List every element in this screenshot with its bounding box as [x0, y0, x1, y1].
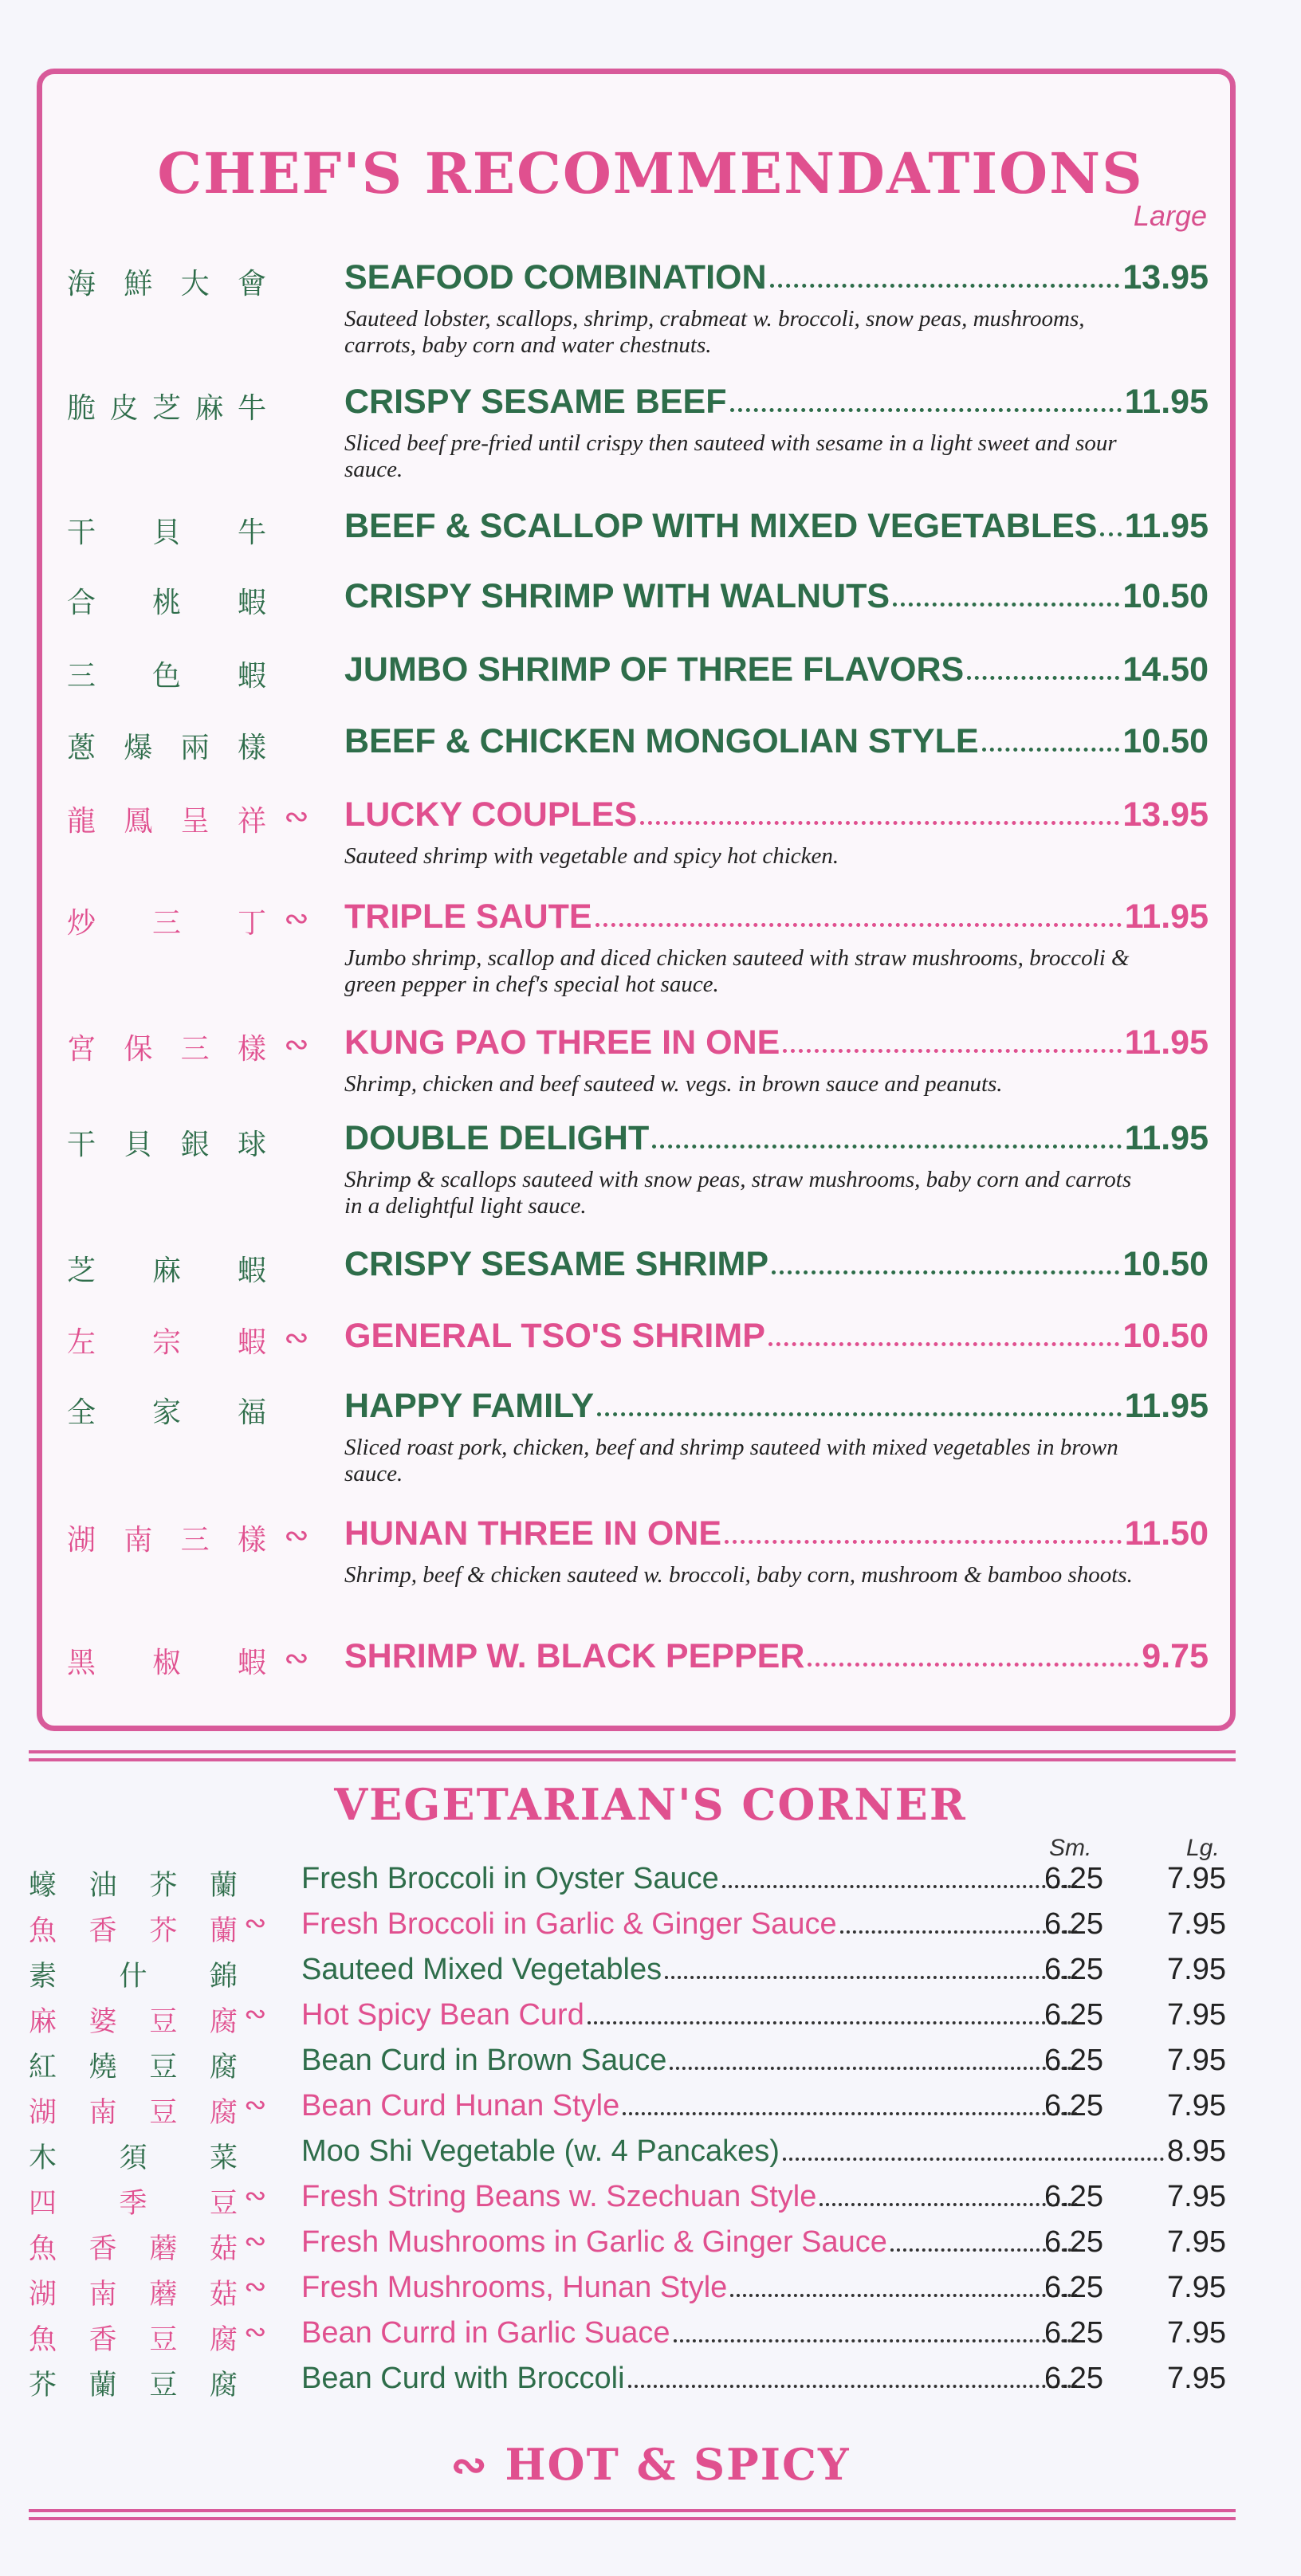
- chinese-char: 麻: [29, 2006, 57, 2038]
- chinese-name: [67, 1320, 266, 1361]
- vegetarian-item: [0, 2089, 1301, 2134]
- chinese-char: 脆: [67, 392, 96, 425]
- chinese-char: 皮: [109, 392, 139, 425]
- chinese-char: 須: [119, 2142, 147, 2174]
- chinese-name: [67, 725, 266, 766]
- chinese-char: 木: [29, 2142, 57, 2174]
- chinese-name: [67, 1248, 266, 1289]
- chinese-char: 腐: [209, 2097, 238, 2129]
- chinese-char: 蘭: [209, 1870, 238, 1902]
- dot-leader: [982, 748, 1120, 752]
- large-price: 7.95: [1167, 2362, 1226, 2395]
- dish-line: [301, 2089, 1081, 2123]
- chinese-char: 鮮: [124, 268, 153, 300]
- chinese-name: [29, 2136, 238, 2176]
- chinese-char: 炒: [67, 907, 96, 940]
- dish-price: 11.50: [1124, 1514, 1209, 1553]
- chinese-char: 三: [67, 660, 96, 693]
- dish-price: 11.95: [1124, 383, 1209, 421]
- dish-line: [301, 2271, 1081, 2305]
- large-price: 7.95: [1167, 2316, 1226, 2350]
- dish-name: SHRIMP W. BLACK PEPPER: [344, 1637, 805, 1675]
- chinese-char: 牛: [237, 392, 266, 425]
- dish-name: Fresh Mushrooms, Hunan Style: [301, 2271, 728, 2304]
- dish-name: HAPPY FAMILY: [344, 1387, 595, 1425]
- dish-name: GENERAL TSO'S SHRIMP: [344, 1317, 765, 1355]
- chinese-char: 蝦: [237, 660, 266, 693]
- chinese-char: 色: [151, 660, 181, 693]
- chinese-char: 樣: [237, 1524, 266, 1557]
- dish-price: 10.50: [1122, 577, 1209, 615]
- dish-price: 11.95: [1124, 1023, 1209, 1062]
- dish-line: [301, 2316, 1081, 2350]
- chinese-char: 腐: [209, 2324, 238, 2356]
- dot-leader: [772, 1270, 1119, 1274]
- chinese-char: 豆: [149, 2370, 178, 2401]
- dish-line: [301, 2180, 1081, 2214]
- dish-name: TRIPLE SAUTE: [344, 897, 592, 936]
- large-price: 7.95: [1167, 1998, 1226, 2032]
- dish-line: [344, 577, 1209, 616]
- chinese-char: 樣: [237, 732, 266, 764]
- chinese-char: 貝: [124, 1129, 153, 1161]
- dish-description: Jumbo shrimp, scallop and diced chicken sauteed with straw mushrooms, broccoli & green pepper in chef's special hot sauce.: [344, 945, 1130, 997]
- spicy-icon: ∾: [244, 2317, 267, 2347]
- chinese-name: [67, 901, 266, 941]
- dish-name: Hot Spicy Bean Curd: [301, 1998, 584, 2032]
- chinese-char: 湖: [29, 2279, 57, 2311]
- dot-leader: [597, 1412, 1122, 1416]
- chinese-name: [29, 2045, 238, 2085]
- vegetarian-item: [0, 1953, 1301, 1997]
- chinese-name: [29, 1909, 238, 1949]
- dot-leader: [665, 1976, 1078, 1979]
- dot-leader: [1100, 532, 1121, 536]
- spicy-icon: ∾: [244, 1908, 267, 1938]
- chinese-char: 燒: [88, 2052, 117, 2083]
- chinese-char: 宮: [67, 1033, 96, 1066]
- chinese-char: 蘑: [149, 2279, 178, 2311]
- dish-line: [344, 1119, 1209, 1158]
- dot-leader: [967, 676, 1119, 680]
- dish-price: 10.50: [1122, 1245, 1209, 1283]
- dish-name: Fresh Mushrooms in Garlic & Ginger Sauce: [301, 2225, 887, 2259]
- chinese-char: 菇: [209, 2279, 238, 2311]
- dish-line: [344, 795, 1209, 834]
- chinese-char: 保: [124, 1033, 153, 1066]
- dish-name: Bean Curd with Broccoli: [301, 2362, 625, 2395]
- large-price: 7.95: [1167, 2089, 1226, 2122]
- small-price: 6.25: [1044, 2180, 1103, 2213]
- large-price: 7.95: [1167, 1907, 1226, 1941]
- dish-line: [344, 650, 1209, 689]
- chinese-char: 祥: [237, 805, 266, 838]
- chinese-char: 蘭: [209, 1915, 238, 1947]
- chinese-char: 三: [180, 1033, 210, 1066]
- spicy-icon: ∾: [284, 1640, 309, 1675]
- vegetarian-item: [0, 2316, 1301, 2361]
- spicy-icon: ∾: [284, 1320, 309, 1355]
- dish-line: [344, 897, 1209, 937]
- dish-line: [301, 2362, 1081, 2396]
- chinese-char: 兩: [180, 732, 210, 764]
- chinese-char: 芝: [151, 392, 181, 425]
- dish-name: KUNG PAO THREE IN ONE: [344, 1023, 780, 1062]
- chinese-name: [67, 580, 266, 621]
- dot-leader: [652, 1145, 1122, 1149]
- chinese-name: [29, 2227, 238, 2267]
- vegetarian-item: [0, 2271, 1301, 2315]
- chinese-char: 菇: [209, 2233, 238, 2265]
- chinese-char: 腐: [209, 2370, 238, 2401]
- dish-line: [344, 1245, 1209, 1284]
- dish-description: Sauteed shrimp with vegetable and spicy hot chicken.: [344, 843, 839, 869]
- chinese-char: 四: [29, 2188, 57, 2220]
- dish-name: HUNAN THREE IN ONE: [344, 1514, 722, 1553]
- dot-leader: [783, 1049, 1121, 1053]
- vegetarian-item: [0, 2180, 1301, 2225]
- dish-name: Sauteed Mixed Vegetables: [301, 1953, 662, 1986]
- spicy-icon: ∾: [244, 1999, 267, 2029]
- dish-line: [344, 258, 1209, 297]
- dish-description: Shrimp & scallops sauteed with snow peas, straw mushrooms, baby corn and carrots in a delightful light sauce.: [344, 1167, 1132, 1219]
- vegetarian-item: [0, 2362, 1301, 2406]
- vegetarian-corner-title: VEGETARIAN'S CORNER: [334, 1779, 967, 1830]
- chinese-char: 丁: [237, 907, 266, 940]
- chinese-char: 魚: [29, 2324, 57, 2356]
- dish-price: 13.95: [1122, 795, 1209, 834]
- small-price: 6.25: [1044, 1998, 1103, 2032]
- chinese-char: 干: [67, 1129, 96, 1161]
- chinese-char: 油: [88, 1870, 117, 1902]
- chinese-char: 鳳: [124, 805, 153, 838]
- dish-price: 11.95: [1124, 1387, 1209, 1425]
- chinese-name: [29, 2181, 238, 2221]
- chinese-char: 豆: [149, 2052, 178, 2083]
- chinese-char: 魚: [29, 1915, 57, 1947]
- chinese-name: [67, 1122, 266, 1163]
- dish-line: [301, 1953, 1081, 1987]
- chinese-char: 蠔: [29, 1870, 57, 1902]
- dot-leader: [725, 1540, 1122, 1544]
- vegetarian-item: [0, 2134, 1301, 2179]
- large-price: 7.95: [1167, 2044, 1226, 2077]
- chinese-char: 黑: [67, 1647, 96, 1679]
- dot-leader: [670, 2067, 1078, 2070]
- dot-leader: [730, 2294, 1078, 2297]
- chinese-char: 爆: [124, 732, 153, 764]
- dot-leader: [730, 408, 1122, 412]
- chinese-char: 香: [88, 2324, 117, 2356]
- dot-leader: [893, 603, 1119, 607]
- dish-line: [344, 722, 1209, 761]
- chinese-char: 南: [124, 1524, 153, 1557]
- small-price: 6.25: [1044, 1907, 1103, 1941]
- vegetarian-item: [0, 1907, 1301, 1952]
- dot-leader: [770, 284, 1120, 288]
- chinese-char: 豆: [149, 2097, 178, 2129]
- dish-line: [344, 383, 1209, 422]
- chinese-char: 蝦: [237, 587, 266, 619]
- spicy-icon: ∾: [244, 2181, 267, 2211]
- small-price: 6.25: [1044, 2271, 1103, 2304]
- dish-price: 11.95: [1124, 897, 1209, 936]
- chinese-name: [29, 2363, 238, 2403]
- dish-line: [344, 1023, 1209, 1062]
- chef-recommendations-title: CHEF'S RECOMMENDATIONS: [157, 140, 1144, 206]
- dish-price: 10.50: [1122, 722, 1209, 760]
- dish-line: [344, 1514, 1209, 1553]
- chinese-char: 菜: [209, 2142, 238, 2174]
- dot-leader: [595, 923, 1122, 927]
- chinese-char: 椒: [151, 1647, 181, 1679]
- chinese-char: 合: [67, 587, 96, 619]
- small-price: 6.25: [1044, 1953, 1103, 1986]
- chinese-char: 芥: [149, 1915, 178, 1947]
- spicy-icon: ∾: [244, 2226, 267, 2256]
- chinese-name: [67, 654, 266, 694]
- large-price: 7.95: [1167, 2271, 1226, 2304]
- chinese-name: [67, 1640, 266, 1681]
- chinese-char: 腐: [209, 2006, 238, 2038]
- dish-price: 13.95: [1122, 258, 1209, 296]
- chinese-char: 干: [67, 516, 96, 549]
- large-price: 7.95: [1167, 1953, 1226, 1986]
- dot-leader: [722, 1885, 1078, 1888]
- chinese-name: [67, 1390, 266, 1431]
- dish-line: [344, 507, 1209, 546]
- chinese-char: 芥: [29, 2370, 57, 2401]
- spicy-icon: ∾: [284, 1027, 309, 1062]
- dish-line: [301, 2134, 1167, 2169]
- dot-leader: [674, 2339, 1078, 2342]
- chinese-char: 全: [67, 1396, 96, 1429]
- chinese-char: 麻: [195, 392, 224, 425]
- chinese-char: 呈: [180, 805, 210, 838]
- chinese-char: 宗: [151, 1326, 181, 1359]
- spicy-icon: ∾: [244, 2272, 267, 2302]
- chinese-char: 香: [88, 2233, 117, 2265]
- chinese-name: [67, 261, 266, 302]
- chinese-char: 婆: [88, 2006, 117, 2038]
- dish-name: JUMBO SHRIMP OF THREE FLAVORS: [344, 650, 965, 689]
- dish-price: 9.75: [1142, 1637, 1209, 1675]
- chinese-char: 芥: [149, 1870, 178, 1902]
- chinese-char: 蘑: [149, 2233, 178, 2265]
- chinese-name: [67, 1027, 266, 1067]
- dot-leader: [640, 821, 1119, 825]
- dish-description: Shrimp, beef & chicken sauteed w. broccoli, baby corn, mushroom & bamboo shoots.: [344, 1562, 1133, 1588]
- chinese-char: 龍: [67, 805, 96, 838]
- dish-name: Fresh Broccoli in Garlic & Ginger Sauce: [301, 1907, 837, 1941]
- hot-spicy-label: HOT & SPICY: [505, 2439, 851, 2490]
- dish-name: CRISPY SHRIMP WITH WALNUTS: [344, 577, 890, 615]
- dish-line: [301, 2225, 1081, 2260]
- dish-line: [301, 1907, 1081, 1942]
- chinese-char: 蝦: [237, 1255, 266, 1287]
- chinese-name: [67, 510, 266, 551]
- chinese-name: [29, 2000, 238, 2040]
- dish-name: Moo Shi Vegetable (w. 4 Pancakes): [301, 2134, 780, 2168]
- vegetarian-item: [0, 2044, 1301, 2088]
- large-column-header: Lg.: [1186, 1835, 1220, 1861]
- chinese-char: 蝦: [237, 1326, 266, 1359]
- chinese-char: 福: [237, 1396, 266, 1429]
- dish-name: LUCKY COUPLES: [344, 795, 638, 834]
- small-price: 6.25: [1044, 2225, 1103, 2259]
- chinese-char: 球: [237, 1129, 266, 1161]
- chinese-char: 牛: [237, 516, 266, 549]
- chinese-name: [67, 1518, 266, 1558]
- large-price: 7.95: [1167, 2180, 1226, 2213]
- chinese-char: 香: [88, 1915, 117, 1947]
- chinese-char: 大: [180, 268, 210, 300]
- dish-line: [344, 1317, 1209, 1356]
- chinese-char: 銀: [180, 1129, 210, 1161]
- dish-description: Sauteed lobster, scallops, shrimp, crabmeat w. broccoli, snow peas, mushrooms, carrots, baby corn and water chestnuts.: [344, 306, 1085, 358]
- dish-price: 10.50: [1122, 1317, 1209, 1355]
- chinese-char: 素: [29, 1961, 57, 1993]
- chinese-char: 豆: [209, 2188, 238, 2220]
- chinese-char: 左: [67, 1326, 96, 1359]
- dot-leader: [628, 2385, 1078, 2388]
- vegetarian-item: [0, 2225, 1301, 2270]
- spicy-icon: ∾: [244, 2090, 267, 2120]
- chinese-char: 季: [119, 2188, 147, 2220]
- dish-name: Bean Curd Hunan Style: [301, 2089, 620, 2122]
- chinese-char: 海: [67, 268, 96, 300]
- hot-spicy-title: [0, 2439, 1301, 2490]
- chinese-char: 桃: [151, 587, 181, 619]
- chinese-char: 豆: [149, 2324, 178, 2356]
- chinese-name: [29, 2272, 238, 2312]
- dish-name: Fresh Broccoli in Oyster Sauce: [301, 1862, 719, 1895]
- large-price: 8.95: [1167, 2134, 1226, 2168]
- small-column-header: Sm.: [1049, 1835, 1092, 1861]
- chinese-char: 三: [180, 1524, 210, 1557]
- dish-line: [301, 1998, 1081, 2032]
- dish-name: CRISPY SESAME SHRIMP: [344, 1245, 769, 1283]
- dish-line: [344, 1387, 1209, 1426]
- chinese-name: [67, 799, 266, 839]
- chinese-char: 貝: [151, 516, 181, 549]
- vegetarian-item: [0, 1862, 1301, 1906]
- chinese-char: 紅: [29, 2052, 57, 2083]
- dot-leader: [588, 2021, 1078, 2024]
- bottom-divider: [29, 2509, 1236, 2520]
- large-price: 7.95: [1167, 2225, 1226, 2259]
- dot-leader: [623, 2112, 1078, 2115]
- spicy-icon: ∾: [450, 2439, 489, 2490]
- dish-name: BEEF & CHICKEN MONGOLIAN STYLE: [344, 722, 979, 760]
- chinese-name: [29, 2318, 238, 2358]
- chinese-char: 什: [119, 1961, 147, 1993]
- chinese-name: [29, 1863, 238, 1903]
- chinese-name: [29, 2091, 238, 2130]
- chinese-name: [67, 386, 266, 426]
- dot-leader: [783, 2158, 1164, 2161]
- chinese-char: 魚: [29, 2233, 57, 2265]
- dish-line: [301, 1862, 1081, 1896]
- spicy-icon: ∾: [284, 799, 309, 834]
- dish-price: 11.95: [1124, 507, 1209, 545]
- dish-name: DOUBLE DELIGHT: [344, 1119, 650, 1157]
- chinese-char: 蝦: [237, 1647, 266, 1679]
- chinese-char: 家: [151, 1396, 181, 1429]
- chinese-char: 南: [88, 2279, 117, 2311]
- chinese-char: 腐: [209, 2052, 238, 2083]
- chinese-char: 豆: [149, 2006, 178, 2038]
- small-price: 6.25: [1044, 1862, 1103, 1895]
- chinese-char: 錦: [209, 1961, 238, 1993]
- chinese-char: 麻: [151, 1255, 181, 1287]
- section-divider: [29, 1750, 1236, 1761]
- chinese-char: 南: [88, 2097, 117, 2129]
- dish-description: Sliced beef pre-fried until crispy then sauteed with sesame in a light sweet and sour sauce.: [344, 430, 1117, 482]
- chinese-char: 芝: [67, 1255, 96, 1287]
- dish-price: 11.95: [1124, 1119, 1209, 1157]
- dish-line: [301, 2044, 1081, 2078]
- dish-name: Bean Curd in Brown Sauce: [301, 2044, 667, 2077]
- chinese-char: 三: [151, 907, 181, 940]
- dish-line: [344, 1637, 1209, 1676]
- small-price: 6.25: [1044, 2362, 1103, 2395]
- dish-name: CRISPY SESAME BEEF: [344, 383, 727, 421]
- chinese-char: 會: [237, 268, 266, 300]
- dish-description: Sliced roast pork, chicken, beef and shrimp sauteed with mixed vegetables in brown sauce.: [344, 1435, 1118, 1486]
- small-price: 6.25: [1044, 2044, 1103, 2077]
- chinese-char: 樣: [237, 1033, 266, 1066]
- chinese-char: 湖: [29, 2097, 57, 2129]
- large-size-label: Large: [1133, 199, 1207, 232]
- spicy-icon: ∾: [284, 1518, 309, 1553]
- dish-name: Bean Currd in Garlic Suace: [301, 2316, 670, 2350]
- vegetarian-item: [0, 1998, 1301, 2043]
- chinese-name: [29, 1954, 238, 1994]
- chinese-char: 蘭: [88, 2370, 117, 2401]
- dish-name: SEAFOOD COMBINATION: [344, 258, 767, 296]
- dot-leader: [808, 1663, 1138, 1667]
- small-price: 6.25: [1044, 2089, 1103, 2122]
- chinese-char: 湖: [67, 1524, 96, 1557]
- chinese-char: 蔥: [67, 732, 96, 764]
- large-price: 7.95: [1167, 1862, 1226, 1895]
- dot-leader: [768, 1342, 1120, 1346]
- small-price: 6.25: [1044, 2316, 1103, 2350]
- dish-name: BEEF & SCALLOP WITH MIXED VEGETABLES: [344, 507, 1098, 545]
- dish-name: Fresh String Beans w. Szechuan Style: [301, 2180, 817, 2213]
- dish-price: 14.50: [1122, 650, 1209, 689]
- dish-description: Shrimp, chicken and beef sauteed w. vegs. in brown sauce and peanuts.: [344, 1071, 1003, 1097]
- spicy-icon: ∾: [284, 901, 309, 936]
